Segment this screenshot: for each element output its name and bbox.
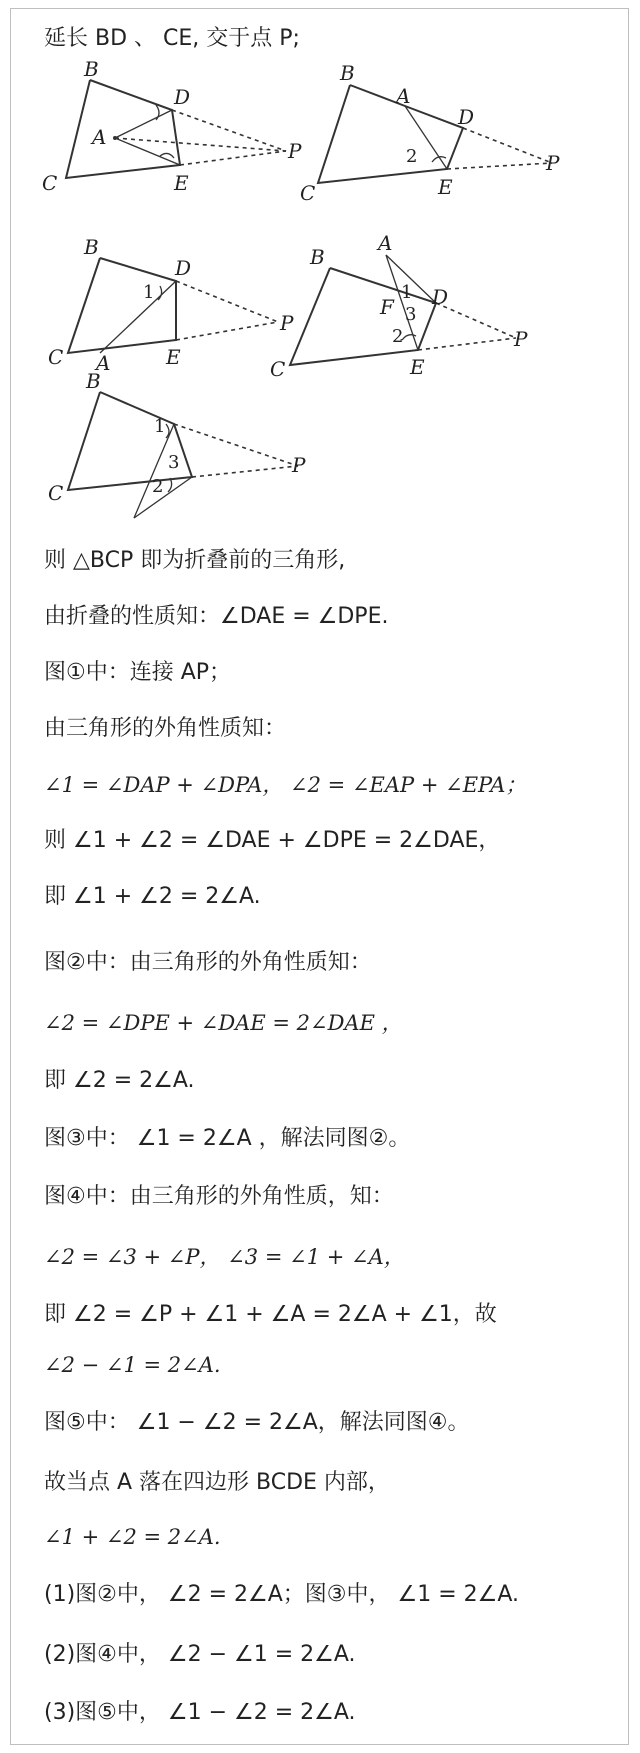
label-2: 2 xyxy=(406,146,418,167)
label-e: E xyxy=(410,355,425,379)
label-d: D xyxy=(174,85,191,109)
label-b: B xyxy=(84,57,99,81)
text-line-11: 图③中： ∠1 = 2∠A ，解法同图②。 xyxy=(44,1126,411,1151)
label-c: C xyxy=(300,181,316,205)
label-2: 2 xyxy=(392,326,404,347)
text-line-12: 图④中：由三角形的外角性质，知： xyxy=(44,1184,394,1209)
label-b: B xyxy=(86,369,101,393)
text-line-5: ∠1 = ∠DAP + ∠DPA， ∠2 = ∠EAP + ∠EPA； xyxy=(44,773,527,797)
text-line-18: ∠1 + ∠2 = 2∠A. xyxy=(44,1525,221,1549)
label-b: B xyxy=(340,61,355,85)
text-line-3: 图①中：连接 AP； xyxy=(44,660,232,685)
text-line-7: 即 ∠1 + ∠2 = 2∠A. xyxy=(44,884,261,909)
label-a: A xyxy=(92,125,107,149)
label-3: 3 xyxy=(168,452,180,473)
label-p: P xyxy=(288,139,302,163)
label-a: A xyxy=(96,351,111,375)
label-c: C xyxy=(48,345,64,369)
text-line-1: 则 △BCP 即为折叠前的三角形, xyxy=(44,548,346,573)
text-line-10: 即 ∠2 = 2∠A. xyxy=(44,1068,195,1093)
label-e: E xyxy=(174,171,189,195)
text-line-19: (1)图②中， ∠2 = 2∠A；图③中， ∠1 = 2∠A. xyxy=(44,1582,520,1607)
label-2: 2 xyxy=(152,476,164,497)
text-line-4: 由三角形的外角性质知： xyxy=(44,716,287,741)
label-3: 3 xyxy=(405,304,417,325)
text-line-21: (3)图⑤中， ∠1 − ∠2 = 2∠A. xyxy=(44,1700,356,1725)
text-line-6: 则 ∠1 + ∠2 = ∠DAE + ∠DPE = 2∠DAE， xyxy=(44,828,501,853)
label-a: A xyxy=(396,84,411,108)
label-e: E xyxy=(438,175,453,199)
label-c: C xyxy=(270,357,286,381)
label-c: C xyxy=(48,481,64,505)
label-p: P xyxy=(546,151,560,175)
label-d: D xyxy=(175,256,192,280)
text-line-9: ∠2 = ∠DPE + ∠DAE = 2∠DAE ， xyxy=(44,1011,403,1035)
label-p: P xyxy=(280,311,294,335)
figure-5 xyxy=(48,369,306,518)
label-b: B xyxy=(310,245,325,269)
label-d: D xyxy=(458,105,475,129)
figure-3 xyxy=(48,235,294,375)
figure-1 xyxy=(42,57,302,195)
label-p: P xyxy=(514,327,528,351)
text-line-17: 故当点 A 落在四边形 BCDE 内部， xyxy=(44,1470,390,1495)
folding-figures xyxy=(0,0,640,560)
label-p: P xyxy=(292,453,306,477)
label-e: E xyxy=(166,345,181,369)
text-line-14: 即 ∠2 = ∠P + ∠1 + ∠A = 2∠A + ∠1，故 xyxy=(44,1302,497,1327)
label-c: C xyxy=(42,171,58,195)
text-line-15: ∠2 − ∠1 = 2∠A. xyxy=(44,1353,221,1377)
label-f: F xyxy=(380,295,394,319)
intro-text: 延长 BD 、 CE, 交于点 P; xyxy=(44,26,300,51)
label-d: D xyxy=(432,285,449,309)
label-1: 1 xyxy=(154,416,166,437)
label-a: A xyxy=(378,231,393,255)
text-line-16: 图⑤中： ∠1 − ∠2 = 2∠A，解法同图④。 xyxy=(44,1410,470,1435)
figure-2 xyxy=(300,61,560,205)
text-line-2: 由折叠的性质知：∠DAE = ∠DPE. xyxy=(44,604,389,629)
label-1: 1 xyxy=(401,282,413,303)
text-line-8: 图②中：由三角形的外角性质知： xyxy=(44,950,372,975)
label-1: 1 xyxy=(143,282,155,303)
label-b: B xyxy=(84,235,99,259)
figure-4 xyxy=(270,231,528,381)
text-line-13: ∠2 = ∠3 + ∠P， ∠3 = ∠1 + ∠A， xyxy=(44,1245,405,1269)
text-line-20: (2)图④中， ∠2 − ∠1 = 2∠A. xyxy=(44,1642,356,1667)
